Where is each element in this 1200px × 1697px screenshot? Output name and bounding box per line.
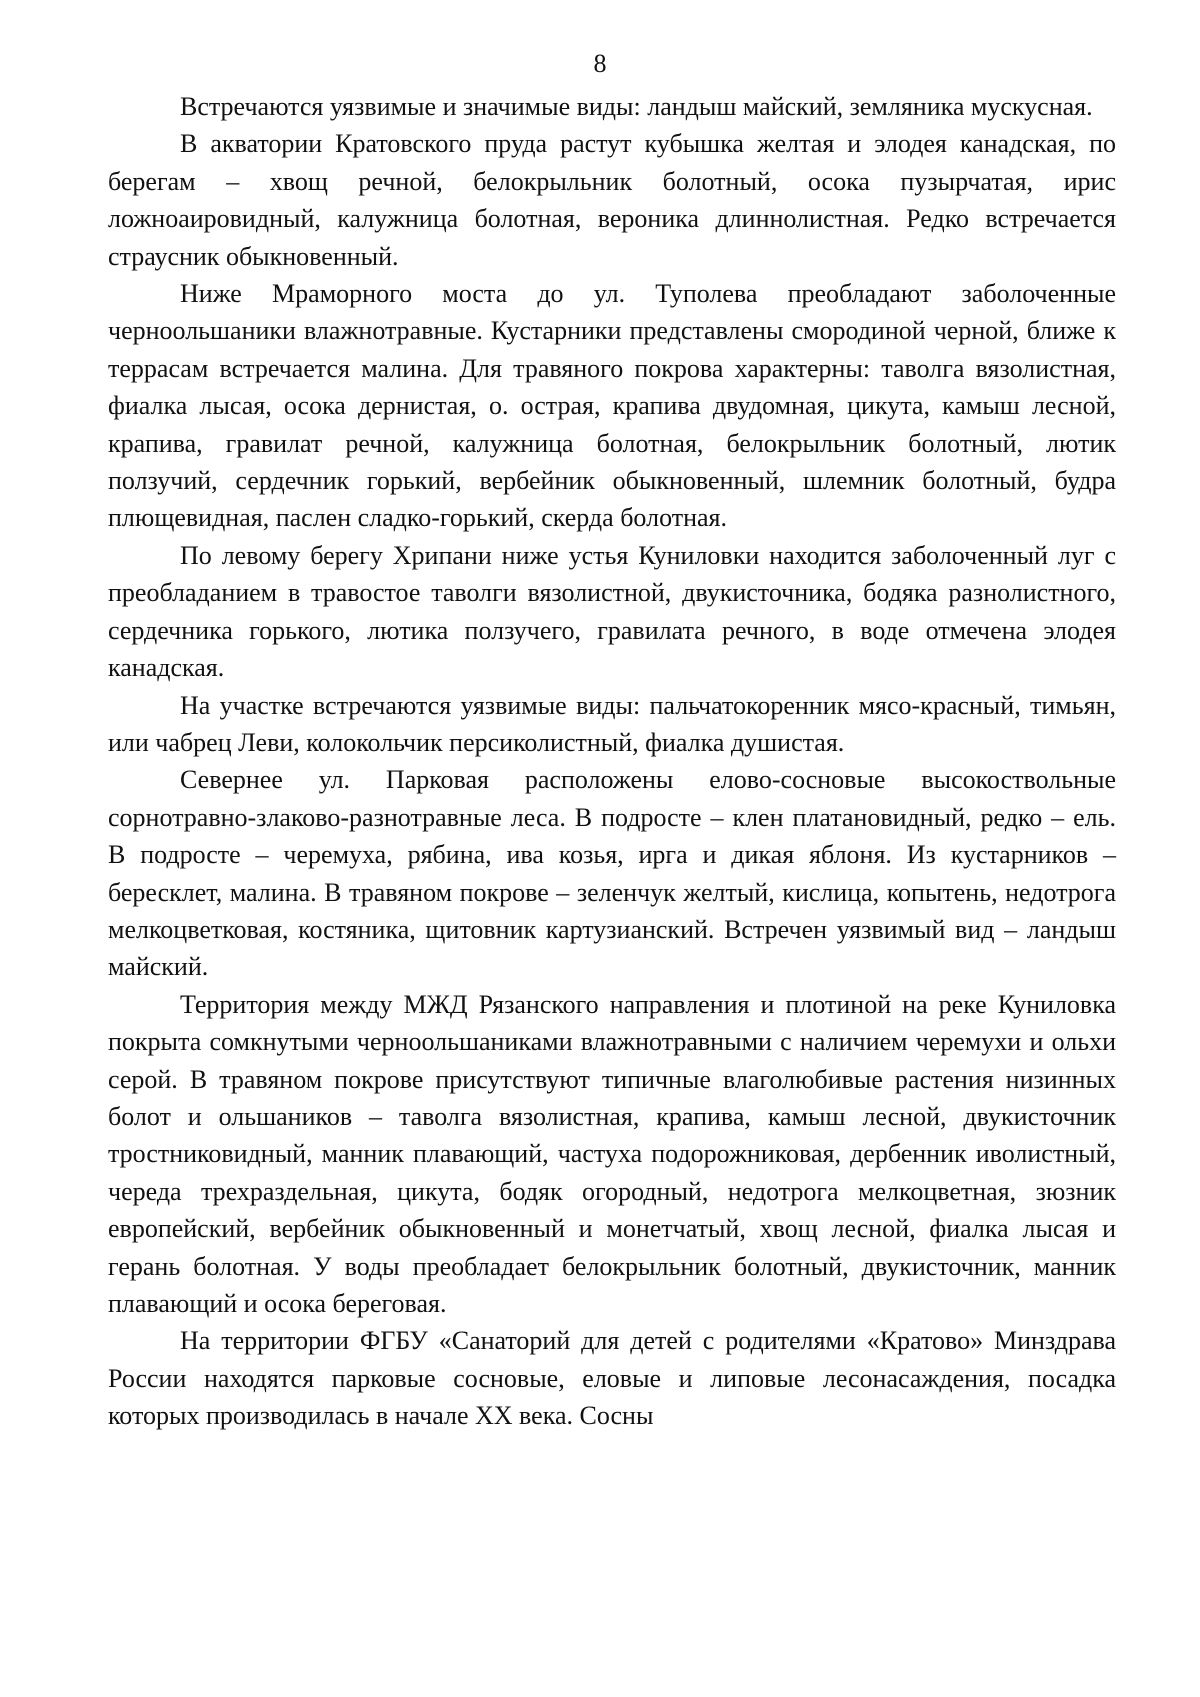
paragraph: Встречаются уязвимые и значимые виды: ландыш майский, земляника мускусная. [180,92,1093,121]
paragraph: Ниже Мраморного моста до ул. Туполева преобладают заболоченные черноольшаники влажнотравные. Кустарники представлены смородиной черной, ближе к террасам встречается малина. Для травяного покрова характерны: таволга вязолистная, фиалка лысая, осока дернистая, о. острая, крапива двудомная, цикута, камыш лесной, крапива, гравилат речной, калужница болотная, белокрыльник болотный, лютик ползучий, сердечник горький, вербейник обыкновенный, шлемник болотный, будра плющевидная, паслен сладко-горький, скерда болотная. [108,279,1116,533]
body-text [108,88,1116,1435]
paragraph: В акватории Кратовского пруда растут кубышка желтая и элодея канадская, по берегам – хвощ речной, белокрыльник болотный, осока пузырчатая, ирис ложноаировидный, калужница болотная, вероника длиннолистная. Редко встречается страусник обыкновенный. [108,129,1116,271]
paragraph: Севернее ул. Парковая расположены елово-сосновые высокоствольные сорнотравно-злаково-разнотравные леса. В подросте – клен платановидный, редко – ель. В подросте – черемуха, рябина, ива козья, ирга и дикая яблоня. Из кустарников – бересклет, малина. В травяном покрове – зеленчук желтый, кислица, копытень, недотрога мелкоцветковая, костяника, щитовник картузианский. Встречен уязвимый вид – ландыш майский. [108,765,1116,982]
paragraph: На территории ФГБУ «Санаторий для детей с родителями «Кратово» Минздрава России находятся парковые сосновые, еловые и липовые лесонасаждения, посадка которых производилась в начале XX века. Сосны [108,1326,1116,1431]
paragraph: Территория между МЖД Рязанского направления и плотиной на реке Куниловка покрыта сомкнутыми черноольшаниками влажнотравными с наличием черемухи и ольхи серой. В травяном покрове присутствуют типичные влаголюбивые растения низинных болот и ольшаников – таволга вязолистная, крапива, камыш лесной, двукисточник тростниковидный, манник плавающий, частуха подорожниковая, дербенник иволистный, череда трехраздельная, цикута, бодяк огородный, недотрога мелкоцветная, зюзник европейский, вербейник обыкновенный и монетчатый, хвощ лесной, фиалка лысая и герань болотная. У воды преобладает белокрыльник болотный, двукисточник, манник плавающий и осока береговая. [108,989,1116,1318]
paragraph: По левому берегу Хрипани ниже устья Куниловки находится заболоченный луг с преобладанием в травостое таволги вязолистной, двукисточника, бодяка разнолистного, сердечника горького, лютика ползучего, гравилата речного, в воде отмечена элодея канадская. [108,540,1116,683]
paragraph: На участке встречаются уязвимые виды: пальчатокоренник мясо-красный, тимьян, или чабрец Леви, колокольчик персиколистный, фиалка душистая. [108,690,1116,757]
page-number: 8 [593,49,607,78]
